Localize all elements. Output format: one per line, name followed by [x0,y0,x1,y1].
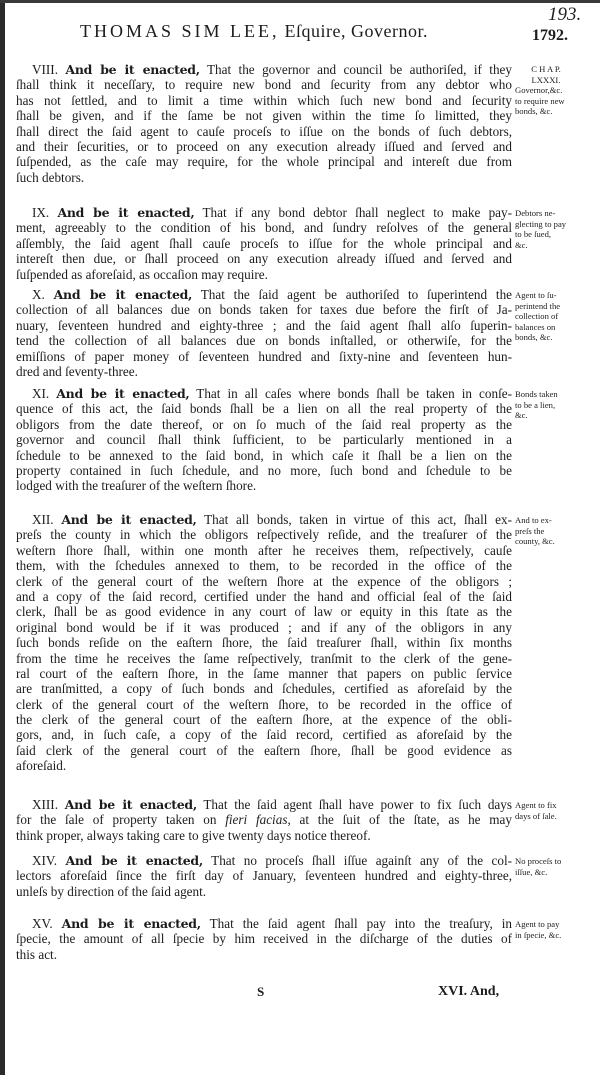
text-line: are tranſmitted, a copy of ſuch bonds and ſchedules, certified as aforeſaid by the [16,681,512,697]
section-first-line [16,205,512,220]
section-number: XIII. [32,797,58,812]
text-line: ment, agreeably to the condition of his bond, and ſundry reſolves of the general [16,220,512,236]
section-number: XI. [32,386,50,401]
chapter-number: LXXXI. [531,74,561,85]
text-line: ſhall be given, and if the ſame be not given within the time ſo limitted, they [16,108,512,124]
enacting-clause: And be it enacted, [61,512,197,527]
section-text: That the governor and council be authoriſed, if they [206,62,513,77]
signature-mark: S [257,984,265,999]
section-text: That the ſaid agent ſhall have power to fix ſuch days [203,797,513,812]
header-title: Eſquire, Governor. [284,21,428,41]
text-line: from the time he receives the ſame reſpectively, tranſmit to the clerk of the gene- [16,650,512,666]
margin-note-line: No proceſs to [515,856,562,866]
text-line: has not ſettled, and to limit a time within which ſuch new bond and ſecurity [16,92,512,108]
section-xi [16,386,512,494]
text-line: weſtern ſhore ſhall, within one month after he receives them, reſpectively, cauſe [16,542,512,558]
text-line: governor and council ſhall think ſufficient, to be particularly mentioned in a [16,432,512,448]
enacting-clause: And be it enacted, [56,386,190,401]
margin-note [515,208,595,250]
margin-note-line: county, &c. [515,536,555,547]
enacting-clause: And be it enacted, [53,287,193,302]
text-line: ſhall direct the ſaid agent to cauſe proceſs to iſſue on the bonds of ſuch debtors, [16,123,512,139]
text-line: ral court of the eaſtern ſhore, in the ſame manner that papers on public ſervice [16,665,512,681]
section-xiv [16,853,512,899]
section-number: XIV. [32,853,58,868]
text-line: clerk of the general court of the weſtern ſhore at the expence of the obligors ; [16,573,512,589]
section-text: That the ſaid agent be authoriſed to ſuperintend the [200,287,513,302]
chapter-note [515,64,577,85]
section-text: That if any bond debtor ſhall neglect to make pay- [202,205,513,220]
scan-edge-left [0,0,5,1075]
text-line: obligors from the date thereof, or on ſo much of the ſaid real property as the [16,416,512,432]
enacting-clause: And be it enacted, [57,205,195,220]
margin-note-line: to require new [515,95,565,106]
section-first-line [16,62,512,77]
text-line: quence of this act, the ſaid bonds ſhall be a lien on all the real property of the [16,401,512,417]
text-line: collection of all balances due on bonds taken for taxes due before the firſt of Ja- [16,302,512,318]
chapter-label: C H A P. [531,64,561,74]
margin-note-line: collection of [515,311,559,322]
folio-number: 193. [548,4,582,25]
text-line: aſſembly, the ſaid agent ſhall cauſe proceſs to iſſue for the whole principal and [16,235,512,251]
section-x [16,287,512,379]
margin-note-line: bonds, &c. [515,332,553,343]
text-line: ſuſpended as aforeſaid, as occaſion may require. [16,266,268,282]
enacting-clause: And be it enacted, [61,916,201,931]
text-line: lodged with the treaſurer of the weſtern ſhore. [16,478,257,494]
margin-note-line: perintend the [515,300,561,311]
section-text: That all bonds, taken in virtue of this act, ſhall ex- [204,512,513,527]
text-line: for the ſale of property taken on fieri facias, at the ſuit of the ſtate, as he may [16,812,512,828]
enacting-clause: And be it enacted, [65,853,203,868]
margin-note-line: bonds, &c. [515,106,553,117]
running-header [80,21,428,42]
enacting-clause: And be it enacted, [65,62,200,77]
text-line: lectors aforeſaid ſince the firſt day of January, ſeventeen hundred and eighty-three, [16,868,512,884]
margin-note [515,856,595,877]
margin-note-line: preſs the [515,525,545,536]
section-number: X. [32,287,45,302]
text-line: clerk of the general court of the weſtern ſhore, to be recorded in the office of [16,696,512,712]
margin-note-line: glecting to pay [515,218,567,229]
text-line: ſaid clerk of the general court of the eaſtern ſhore, ſhall be good evidence as [16,742,512,758]
margin-note-line: Agent to fix [515,800,557,810]
text-line: think proper, always taking care to give twenty days notice thereof. [16,827,371,843]
margin-note-line: to be ſued, [515,229,552,240]
margin-note [515,800,595,821]
latin-term: fieri facias [225,812,288,828]
text-line: original bond would be if it was produced ; and if any of the obligors in any [16,619,512,635]
section-first-line [16,797,512,812]
margin-note-line: days of ſale. [515,810,557,821]
text-line: the clerk of the general court of the eaſtern ſhore, at the expence of the obli- [16,712,512,728]
text-line: ſuch bonds reſide on the eaſtern ſhore, the ſaid treaſurer ſhall, within ſix months [16,635,512,651]
section-text: That in all caſes where bonds ſhall be taken in conſe- [196,386,513,401]
section-number: XII. [32,512,54,527]
text-line: nuary, ſeventeen hundred and eighty-three ; and the ſaid agent ſhall alſo ſuperin- [16,317,512,333]
text-line: emiſſions of paper money of ſeventeen hundred and ſixty-nine and ſeventeen hun- [16,348,512,364]
text-line: preſs the county in which the obligors reſpectively reſide, and the treaſurer of the [16,527,512,543]
margin-note [515,290,595,343]
margin-note-line: iſſue, &c. [515,866,548,877]
margin-note [515,389,595,421]
text-line: dred and ſeventy-three. [16,363,138,379]
section-first-line [16,512,512,527]
margin-note-line: Agent to pay [515,919,560,929]
margin-note-line: in ſpecie, &c. [515,929,562,940]
margin-note-line: And to ex- [515,515,552,525]
text-line: and their ſecurities, or to proceed on any execution already iſſued and ſerved and [16,138,512,154]
section-first-line [16,853,512,868]
section-xv [16,916,512,962]
section-xii [16,512,512,774]
enacting-clause: And be it enacted, [64,797,197,812]
scan-edge-top [0,0,600,3]
text-line: them, with the ſchedules annexed to them, to be recorded in the office of the [16,558,512,574]
section-viii [16,62,512,185]
text-line: ſpecie, the amount of all ſpecie by him received in the diſcharge of the duties of [16,931,512,947]
section-ix [16,205,512,282]
margin-note [515,515,595,547]
text-line: ſuſpended, as the caſe may require, for the whole principal and intereſt due from [16,154,512,170]
margin-note-line: &c. [515,239,528,250]
text-line: aforeſaid. [16,758,67,774]
text-line: and a copy of the ſaid record, certified under the hand and official ſeal of the ſaid [16,588,512,604]
text-line: unleſs by direction of the ſaid agent. [16,883,207,899]
margin-note [515,85,595,117]
text-line: ſuch debtors. [16,169,85,185]
section-first-line [16,386,512,401]
margin-note-line: &c. [515,410,528,421]
text-line: ſchedule to be annexed to the ſaid bond, in which caſe it ſhall be a lien on the [16,447,512,463]
text-line: property contained in ſuch ſchedule, and no more, ſuch bond and ſchedule to be [16,462,512,478]
section-number: VIII. [32,62,58,77]
header-name: THOMAS SIM LEE, [80,21,280,41]
margin-note-line: balances on [515,321,556,332]
text-line: ſhall think it neceſſary, to require new bond and ſecurity from any debtor who [16,77,512,93]
section-number: IX. [32,205,50,220]
text-line: tend the collection of all balances due on bonds inſtalled, or otherwiſe, for the [16,333,512,349]
section-first-line [16,916,512,931]
section-text: That no proceſs ſhall iſſue againſt any of the col- [211,853,513,868]
margin-note [515,919,595,940]
text-line: clerk, ſhall be as good evidence in any court of law or equity in this ſtate as the [16,604,512,620]
section-number: XV. [32,916,53,931]
section-first-line [16,287,512,302]
text-line: this act. [16,946,58,962]
header-year: 1792. [532,27,568,44]
text-line: intereſt then due, or ſhall proceed on any execution already iſſued and ſerved and [16,251,512,267]
margin-note-line: Agent to ſu- [515,290,557,300]
catchword: XVI. And, [438,984,500,999]
margin-note-line: Bonds taken [515,389,558,399]
margin-note-line: Debtors ne- [515,208,556,218]
section-xiii [16,797,512,843]
margin-note-line: to be a lien, [515,399,556,410]
text-line: gors, and, in ſuch caſe, a copy of the ſaid record, certified as aforeſaid by the [16,727,512,743]
section-text: That the ſaid agent ſhall pay into the treaſury, in [209,916,513,931]
margin-note-line: Governor,&c. [515,85,563,95]
